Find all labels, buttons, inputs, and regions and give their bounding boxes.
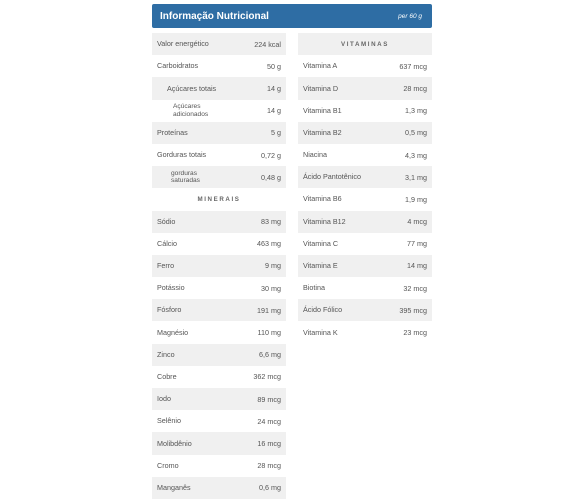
nutrient-value: 463 mg [257,239,281,249]
nutrient-row [298,255,432,277]
nutrient-label: Cobre [157,371,177,381]
nutrient-value: 77 mg [407,239,427,249]
nutrient-row [298,277,432,299]
nutrient-row [152,477,286,499]
nutrient-row [152,100,286,122]
nutrient-row [152,410,286,432]
nutrient-label: Iodo [157,394,171,404]
nutrient-label: Açúcares adicionados [173,103,209,118]
nutrient-value: 28 mcg [403,83,427,93]
minerals-list [152,211,286,499]
nutrient-row [298,100,432,122]
nutrient-value: 23 mcg [403,328,427,338]
nutrient-label: Gorduras totais [157,150,207,160]
nutrient-row [152,77,286,99]
nutrient-row [152,455,286,477]
nutrient-value: 6,6 mg [259,350,281,360]
nutrient-row [152,299,286,321]
nutrient-label: Açúcares totais [167,83,217,93]
nutrient-label: Vitamina C [303,238,339,248]
nutrient-value: 5 g [271,128,281,138]
nutrient-row [152,144,286,166]
nutrient-value: 1,9 mg [405,194,427,204]
vitamins-heading: VITAMINAS [298,33,432,55]
nutrient-row [152,277,286,299]
nutrient-value: 0,6 mg [259,483,281,493]
nutrient-label: Manganês [157,482,191,492]
nutrient-row [152,388,286,410]
nutrient-row [152,233,286,255]
nutrient-value: 83 mg [261,217,281,227]
nutrient-label: Selênio [157,416,181,426]
nutrient-value: 110 mg [257,328,281,338]
nutrient-value: 395 mcg [399,305,427,315]
nutrient-label: Magnésio [157,327,189,337]
nutrient-value: 30 mg [261,283,281,293]
nutrient-label: Vitamina K [303,327,338,337]
nutrient-value: 0,72 g [261,150,281,160]
nutrient-label: Vitamina D [303,83,339,93]
nutrient-value: 4 mcg [407,217,427,227]
nutrient-label: Carboidratos [157,61,199,71]
nutrient-value: 9 mg [265,261,281,271]
nutrient-value: 637 mcg [399,61,427,71]
nutrient-row [298,233,432,255]
vitamins-list [298,55,432,343]
nutrient-row [152,166,286,188]
nutrient-value: 1,3 mg [405,106,427,116]
nutrient-value: 362 mcg [253,372,281,382]
nutrient-value: 28 mcg [257,461,281,471]
nutrient-row [298,144,432,166]
nutrient-row [152,55,286,77]
nutrient-label: Potássio [157,283,185,293]
nutrient-row [152,255,286,277]
nutrient-row [298,299,432,321]
nutrient-label: Vitamina E [303,261,338,270]
nutrient-row [152,211,286,233]
nutrient-value: 14 mg [407,261,427,271]
nutrient-row [298,188,432,210]
nutrient-label: Biotina [303,283,325,293]
nutrient-row [152,321,286,343]
minerals-heading: MINERAIS [152,188,286,210]
nutrient-label: Niacina [303,150,327,160]
nutrient-label: Proteínas [157,127,188,137]
nutrient-value: 191 mg [257,305,281,315]
nutrient-label: Cálcio [157,238,177,248]
nutrient-value: 224 kcal [254,39,281,49]
nutrient-value: 14 g [267,106,281,116]
right-column [298,33,432,344]
nutrient-row [298,166,432,188]
nutrient-value: 4,3 mg [405,150,427,160]
nutrient-value: 0,48 g [261,172,281,182]
nutrient-label: Fósforo [157,305,182,315]
nutrient-row [152,432,286,454]
nutrition-header [152,4,432,28]
nutrient-value: 14 g [267,83,281,93]
nutrient-row [152,344,286,366]
serving-size: per 60 g [398,12,422,20]
nutrient-row [298,321,432,343]
nutrient-row [298,77,432,99]
nutrition-title: Informação Nutricional [160,10,269,22]
nutrient-value: 32 mcg [403,283,427,293]
nutrient-value: 24 mcg [257,416,281,426]
nutrient-label: Vitamina B6 [303,194,342,204]
nutrient-label: Zinco [157,349,175,359]
nutrient-label: Vitamina B2 [303,127,342,137]
nutrient-row [298,122,432,144]
nutrient-label: Sódio [157,216,176,226]
nutrient-label: Molibdênio [157,438,192,448]
nutrient-row [298,55,432,77]
nutrient-row [152,33,286,55]
nutrient-label: Cromo [157,460,179,470]
nutrient-row [152,366,286,388]
nutrient-value: 0,5 mg [405,128,427,138]
nutrient-label: Vitamina B12 [303,216,346,226]
nutrient-value: 3,1 mg [405,172,427,182]
nutrient-value: 16 mcg [257,438,281,448]
nutrient-label: Ferro [157,261,175,270]
nutrient-row [298,211,432,233]
nutrient-label: Vitamina B1 [303,105,342,115]
nutrient-row [152,122,286,144]
nutrient-value: 50 g [267,61,281,71]
left-column [152,33,286,499]
nutrient-label: Ácido Fólico [303,305,343,315]
nutrient-label: Ácido Pantotênico [303,172,361,182]
nutrient-label: Valor energético [157,39,209,49]
nutrient-label: Vitamina A [303,61,338,71]
nutrient-value: 89 mcg [257,394,281,404]
nutrient-label: gorduras saturadas [171,169,200,185]
